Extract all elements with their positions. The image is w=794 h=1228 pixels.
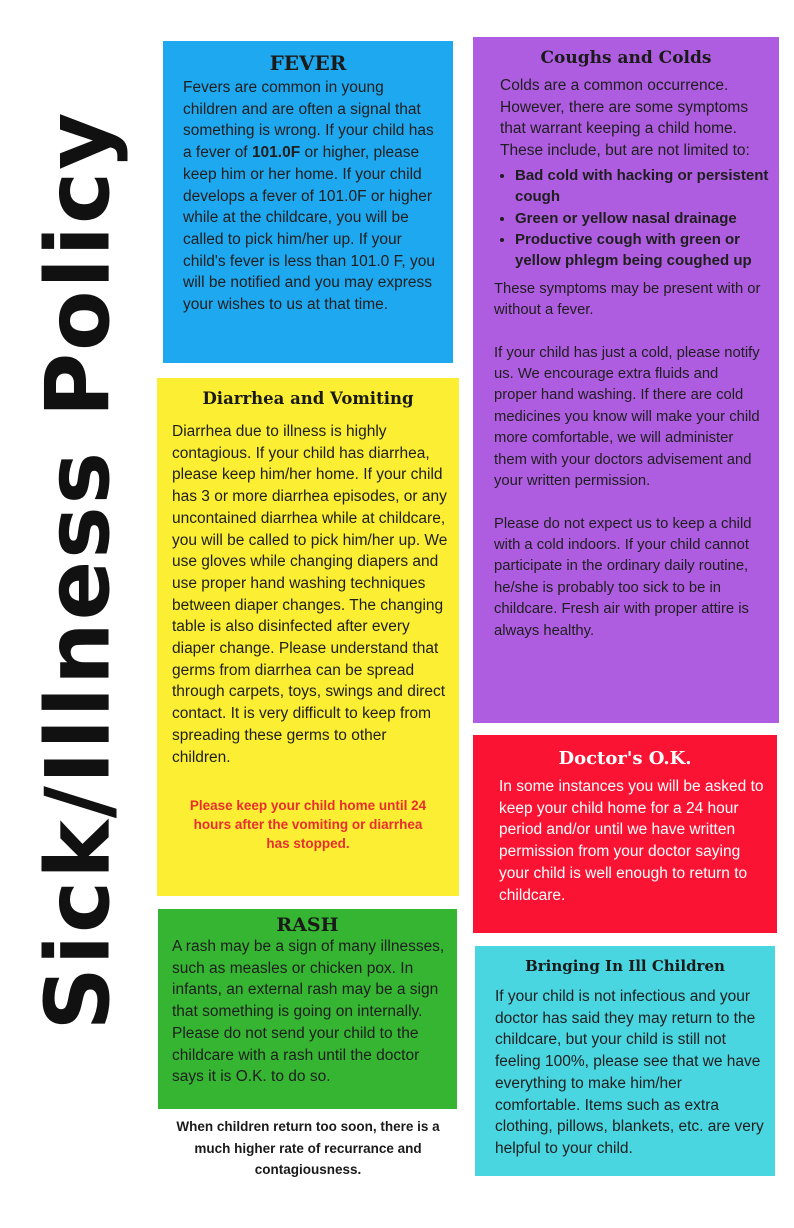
doctor-ok-panel: [473, 735, 777, 933]
coughs-paragraph-fever: These symptoms may be present with or without a fever.: [494, 280, 761, 319]
symptom-item: • Bad cold with hacking or persistent cough: [515, 165, 769, 208]
fever-panel: [163, 41, 453, 363]
fever-text-part2: or higher, please keep him or her home. If your child develops a fever of 101.0F or higher while at the childcare, you will be called to pick him/her up. If your child's fever is less than 101.0 F, you will be notified and you may express your wishes to us at that time.: [183, 144, 435, 314]
fever-text-part1: Fevers are common in young children and are often a signal that something is wrong. If your child has a fever of: [183, 79, 434, 162]
bringing-title: Bringing In Ill Children: [525, 957, 725, 975]
diarrhea-title: Diarrhea and Vomiting: [202, 389, 414, 408]
diarrhea-warning: Please keep your child home until 24 hours after the vomiting or diarrhea has stopped.: [189, 798, 427, 852]
bringing-text: If your child is not infectious and your doctor has said they may return to the childcare, but your child is still not feeling 100%, please see that we have everything to make him/her comfortable. Items such as extra clothing, pillows, blankets, etc. are very helpful to your child.: [495, 988, 764, 1157]
fever-text: [183, 77, 439, 316]
rash-text: A rash may be a sign of many illnesses, such as measles or chicken pox. In infants, an external rash may be a sign that something is going on internally. Please do not send your child to the childcare with a rash until the doctor says it is O.K. to do so.: [172, 938, 445, 1086]
symptom-item: • Green or yellow nasal drainage: [515, 208, 769, 229]
doctor-text: In some instances you will be asked to keep your child home for a 24 hour period and/or until we have written permission from your doctor saying your child is well enough to return to childcare.: [499, 778, 764, 904]
footnote: When children return too soon, there is a much higher rate of recurrance and contagiousness.: [176, 1119, 440, 1177]
symptom-list: [515, 165, 769, 272]
page-title-container: [8, 110, 148, 1030]
diarrhea-text: Diarrhea due to illness is highly contagious. If your child has diarrhea, please keep him/her home. If your child has 3 or more diarrhea episodes, or any uncontained diarrhea while at childcare, you will be called to pick him/her up. We use gloves while changing diapers and use proper hand washing techniques between diaper changes. The changing table is also disinfected after every diaper change. Please understand that germs from diarrhea can be spread through carpets, toys, swings and direct contact. It is very difficult to keep from spreading these germs to other children.: [172, 423, 448, 766]
fever-temperature: 101.0F: [251, 144, 301, 162]
fever-title: FEVER: [269, 51, 347, 75]
coughs-colds-panel: [473, 37, 779, 723]
rash-panel: [158, 909, 457, 1109]
rash-title: RASH: [276, 914, 339, 936]
coughs-paragraph-indoors: Please do not expect us to keep a child with a cold indoors. If your child cannot participate in the ordinary daily routine, he/she is probably too sick to be in childcare. Fresh air with proper attire is always healthy.: [494, 515, 752, 639]
doctor-title: Doctor's O.K.: [558, 748, 692, 769]
coughs-title: Coughs and Colds: [540, 48, 712, 68]
bringing-ill-children-panel: [475, 946, 775, 1176]
coughs-paragraph-notify: If your child has just a cold, please notify us. We encourage extra fluids and proper hand washing. If there are cold medicines you know will make your child more comfortable, we will administer them with your doctors advisement and your written permission.: [494, 344, 760, 490]
symptom-item: • Productive cough with green or yellow phlegm being coughed up: [515, 229, 769, 272]
diarrhea-vomiting-panel: [157, 378, 459, 896]
coughs-intro: Colds are a common occurrence. However, there are some symptoms that warrant keeping a child home. These include, but are not limited to:: [500, 77, 750, 160]
page-title: Sick/Illness Policy: [26, 110, 130, 1030]
